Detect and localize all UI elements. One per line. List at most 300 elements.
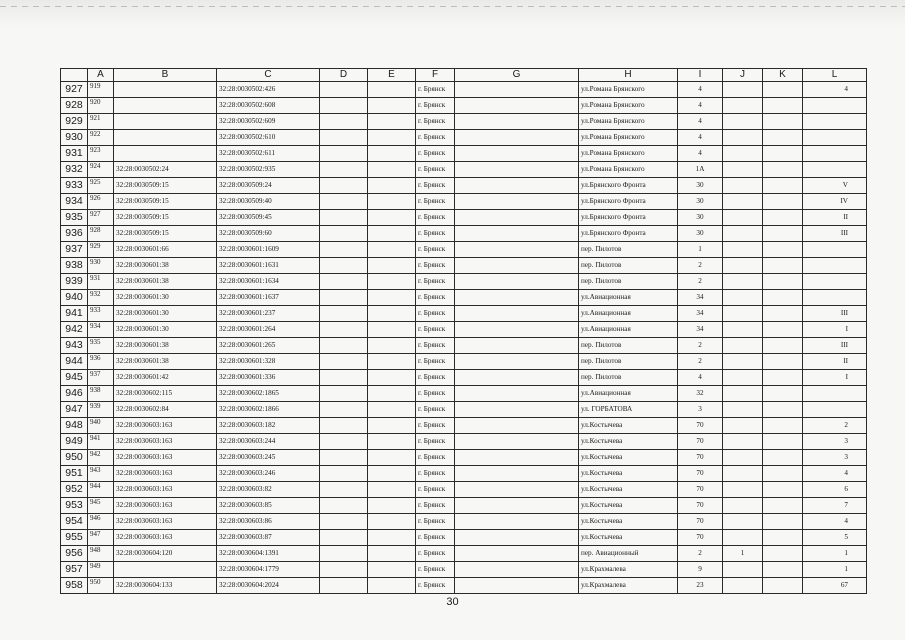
column-header-a[interactable]: A [88, 69, 114, 82]
cell-c[interactable]: 32:28:0030603:85 [217, 498, 320, 514]
row-number[interactable]: 932 [61, 162, 88, 178]
cell-f[interactable]: г. Брянск [416, 434, 455, 450]
cell-b[interactable]: 32:28:0030509:15 [114, 210, 217, 226]
cell-g[interactable] [455, 162, 579, 178]
cell-d[interactable] [320, 450, 368, 466]
cell-j[interactable] [723, 402, 763, 418]
cell-f[interactable]: г. Брянск [416, 258, 455, 274]
cell-a[interactable]: 947 [88, 530, 114, 546]
cell-d[interactable] [320, 402, 368, 418]
cell-a[interactable]: 945 [88, 498, 114, 514]
cell-e[interactable] [368, 354, 416, 370]
cell-h[interactable]: ул.Романа Брянского [579, 114, 678, 130]
row-number[interactable]: 955 [61, 530, 88, 546]
cell-k[interactable] [763, 242, 803, 258]
cell-e[interactable] [368, 210, 416, 226]
cell-g[interactable] [455, 98, 579, 114]
cell-b[interactable]: 32:28:0030601:30 [114, 306, 217, 322]
cell-d[interactable] [320, 498, 368, 514]
cell-h[interactable]: ул.Авиационная [579, 290, 678, 306]
cell-d[interactable] [320, 290, 368, 306]
cell-i[interactable]: 32 [678, 386, 723, 402]
cell-k[interactable] [763, 290, 803, 306]
cell-k[interactable] [763, 274, 803, 290]
cell-h[interactable]: пер. Пилотов [579, 258, 678, 274]
cell-a[interactable]: 942 [88, 450, 114, 466]
cell-b[interactable]: 32:28:0030509:15 [114, 226, 217, 242]
row-number[interactable]: 934 [61, 194, 88, 210]
cell-f[interactable]: г. Брянск [416, 290, 455, 306]
cell-e[interactable] [368, 370, 416, 386]
cell-d[interactable] [320, 514, 368, 530]
row-number[interactable]: 930 [61, 130, 88, 146]
cell-k[interactable] [763, 338, 803, 354]
cell-j[interactable] [723, 290, 763, 306]
cell-a[interactable]: 931 [88, 274, 114, 290]
cell-e[interactable] [368, 514, 416, 530]
cell-c[interactable]: 32:28:0030509:40 [217, 194, 320, 210]
cell-j[interactable] [723, 466, 763, 482]
cell-l[interactable]: 6 [803, 482, 867, 498]
cell-e[interactable] [368, 162, 416, 178]
cell-a[interactable]: 944 [88, 482, 114, 498]
cell-i[interactable]: 2 [678, 274, 723, 290]
cell-f[interactable]: г. Брянск [416, 514, 455, 530]
cell-i[interactable]: 2 [678, 546, 723, 562]
cell-d[interactable] [320, 178, 368, 194]
row-number[interactable]: 943 [61, 338, 88, 354]
cell-j[interactable] [723, 386, 763, 402]
cell-l[interactable]: III [803, 306, 867, 322]
cell-f[interactable]: г. Брянск [416, 98, 455, 114]
cell-a[interactable]: 930 [88, 258, 114, 274]
cell-h[interactable]: ул.Костычева [579, 482, 678, 498]
row-number[interactable]: 936 [61, 226, 88, 242]
cell-h[interactable]: ул.Брянского Фронта [579, 194, 678, 210]
cell-d[interactable] [320, 258, 368, 274]
cell-l[interactable]: 7 [803, 498, 867, 514]
cell-i[interactable]: 9 [678, 562, 723, 578]
cell-l[interactable]: 2 [803, 418, 867, 434]
cell-d[interactable] [320, 354, 368, 370]
cell-f[interactable]: г. Брянск [416, 146, 455, 162]
column-header-l[interactable]: L [803, 69, 867, 82]
cell-j[interactable] [723, 162, 763, 178]
cell-k[interactable] [763, 418, 803, 434]
cell-e[interactable] [368, 402, 416, 418]
cell-g[interactable] [455, 130, 579, 146]
cell-i[interactable]: 30 [678, 226, 723, 242]
cell-j[interactable] [723, 434, 763, 450]
cell-g[interactable] [455, 402, 579, 418]
cell-g[interactable] [455, 114, 579, 130]
cell-c[interactable]: 32:28:0030509:45 [217, 210, 320, 226]
row-number[interactable]: 933 [61, 178, 88, 194]
cell-a[interactable]: 923 [88, 146, 114, 162]
cell-k[interactable] [763, 354, 803, 370]
cell-a[interactable]: 927 [88, 210, 114, 226]
cell-d[interactable] [320, 210, 368, 226]
cell-f[interactable]: г. Брянск [416, 418, 455, 434]
cell-k[interactable] [763, 514, 803, 530]
cell-c[interactable]: 32:28:0030509:60 [217, 226, 320, 242]
cell-h[interactable]: ул.Брянского Фронта [579, 210, 678, 226]
row-number[interactable]: 929 [61, 114, 88, 130]
cell-h[interactable]: ул.Костычева [579, 418, 678, 434]
cell-g[interactable] [455, 274, 579, 290]
cell-a[interactable]: 937 [88, 370, 114, 386]
cell-a[interactable]: 936 [88, 354, 114, 370]
cell-g[interactable] [455, 146, 579, 162]
cell-k[interactable] [763, 258, 803, 274]
cell-g[interactable] [455, 530, 579, 546]
cell-l[interactable] [803, 162, 867, 178]
cell-c[interactable]: 32:28:0030604:1391 [217, 546, 320, 562]
cell-l[interactable] [803, 258, 867, 274]
cell-d[interactable] [320, 530, 368, 546]
column-header-b[interactable]: B [114, 69, 217, 82]
cell-l[interactable]: 4 [803, 514, 867, 530]
cell-b[interactable]: 32:28:0030603:163 [114, 434, 217, 450]
cell-h[interactable]: ул.Брянского Фронта [579, 178, 678, 194]
cell-h[interactable]: ул.Костычева [579, 498, 678, 514]
cell-a[interactable]: 943 [88, 466, 114, 482]
cell-h[interactable]: ул.Авиационная [579, 306, 678, 322]
cell-l[interactable] [803, 402, 867, 418]
cell-j[interactable] [723, 130, 763, 146]
cell-a[interactable]: 934 [88, 322, 114, 338]
cell-a[interactable]: 924 [88, 162, 114, 178]
cell-b[interactable]: 32:28:0030601:42 [114, 370, 217, 386]
cell-j[interactable] [723, 82, 763, 98]
cell-f[interactable]: г. Брянск [416, 226, 455, 242]
cell-c[interactable]: 32:28:0030502:608 [217, 98, 320, 114]
cell-l[interactable]: 5 [803, 530, 867, 546]
cell-e[interactable] [368, 434, 416, 450]
cell-a[interactable]: 926 [88, 194, 114, 210]
cell-a[interactable]: 948 [88, 546, 114, 562]
cell-e[interactable] [368, 450, 416, 466]
cell-f[interactable]: г. Брянск [416, 498, 455, 514]
cell-d[interactable] [320, 242, 368, 258]
cell-c[interactable]: 32:28:0030603:246 [217, 466, 320, 482]
cell-i[interactable]: 2 [678, 338, 723, 354]
cell-l[interactable]: 67 [803, 578, 867, 594]
cell-h[interactable]: ул.Авиационная [579, 386, 678, 402]
cell-i[interactable]: 30 [678, 210, 723, 226]
cell-j[interactable] [723, 514, 763, 530]
cell-j[interactable] [723, 498, 763, 514]
cell-i[interactable]: 34 [678, 322, 723, 338]
cell-l[interactable] [803, 146, 867, 162]
cell-f[interactable]: г. Брянск [416, 114, 455, 130]
cell-d[interactable] [320, 418, 368, 434]
row-number[interactable]: 927 [61, 82, 88, 98]
cell-c[interactable]: 32:28:0030601:1631 [217, 258, 320, 274]
cell-f[interactable]: г. Брянск [416, 210, 455, 226]
cell-k[interactable] [763, 194, 803, 210]
cell-b[interactable]: 32:28:0030601:38 [114, 274, 217, 290]
cell-e[interactable] [368, 498, 416, 514]
cell-g[interactable] [455, 514, 579, 530]
cell-i[interactable]: 3 [678, 402, 723, 418]
cell-a[interactable]: 940 [88, 418, 114, 434]
cell-k[interactable] [763, 370, 803, 386]
cell-e[interactable] [368, 322, 416, 338]
cell-e[interactable] [368, 130, 416, 146]
cell-l[interactable] [803, 130, 867, 146]
cell-j[interactable] [723, 578, 763, 594]
cell-k[interactable] [763, 434, 803, 450]
cell-j[interactable]: 1 [723, 546, 763, 562]
cell-f[interactable]: г. Брянск [416, 162, 455, 178]
cell-a[interactable]: 921 [88, 114, 114, 130]
cell-j[interactable] [723, 210, 763, 226]
cell-g[interactable] [455, 482, 579, 498]
cell-g[interactable] [455, 338, 579, 354]
cell-b[interactable] [114, 130, 217, 146]
cell-g[interactable] [455, 434, 579, 450]
cell-e[interactable] [368, 178, 416, 194]
column-header-d[interactable]: D [320, 69, 368, 82]
cell-i[interactable]: 30 [678, 194, 723, 210]
cell-c[interactable]: 32:28:0030601:336 [217, 370, 320, 386]
cell-k[interactable] [763, 322, 803, 338]
row-number[interactable]: 931 [61, 146, 88, 162]
cell-j[interactable] [723, 114, 763, 130]
cell-d[interactable] [320, 274, 368, 290]
cell-g[interactable] [455, 578, 579, 594]
cell-d[interactable] [320, 338, 368, 354]
cell-f[interactable]: г. Брянск [416, 370, 455, 386]
column-header-i[interactable]: I [678, 69, 723, 82]
cell-b[interactable]: 32:28:0030604:120 [114, 546, 217, 562]
cell-l[interactable]: V [803, 178, 867, 194]
row-number[interactable]: 954 [61, 514, 88, 530]
cell-c[interactable]: 32:28:0030601:265 [217, 338, 320, 354]
cell-j[interactable] [723, 258, 763, 274]
cell-a[interactable]: 939 [88, 402, 114, 418]
cell-c[interactable]: 32:28:0030601:1637 [217, 290, 320, 306]
cell-l[interactable] [803, 274, 867, 290]
cell-l[interactable]: 4 [803, 466, 867, 482]
cell-f[interactable]: г. Брянск [416, 386, 455, 402]
cell-d[interactable] [320, 562, 368, 578]
cell-c[interactable]: 32:28:0030604:2024 [217, 578, 320, 594]
cell-f[interactable]: г. Брянск [416, 82, 455, 98]
cell-a[interactable]: 946 [88, 514, 114, 530]
cell-i[interactable]: 4 [678, 370, 723, 386]
cell-f[interactable]: г. Брянск [416, 306, 455, 322]
cell-l[interactable] [803, 290, 867, 306]
cell-b[interactable]: 32:28:0030603:163 [114, 450, 217, 466]
cell-e[interactable] [368, 290, 416, 306]
cell-i[interactable]: 4 [678, 98, 723, 114]
cell-k[interactable] [763, 530, 803, 546]
cell-h[interactable]: ул.Романа Брянского [579, 98, 678, 114]
cell-j[interactable] [723, 354, 763, 370]
cell-c[interactable]: 32:28:0030601:328 [217, 354, 320, 370]
cell-l[interactable]: IV [803, 194, 867, 210]
cell-a[interactable]: 933 [88, 306, 114, 322]
cell-k[interactable] [763, 450, 803, 466]
cell-c[interactable]: 32:28:0030601:237 [217, 306, 320, 322]
row-number[interactable]: 935 [61, 210, 88, 226]
cell-h[interactable]: ул.Романа Брянского [579, 146, 678, 162]
cell-a[interactable]: 922 [88, 130, 114, 146]
cell-l[interactable]: I [803, 322, 867, 338]
cell-c[interactable]: 32:28:0030604:1779 [217, 562, 320, 578]
cell-f[interactable]: г. Брянск [416, 354, 455, 370]
cell-l[interactable]: 3 [803, 434, 867, 450]
cell-c[interactable]: 32:28:0030502:935 [217, 162, 320, 178]
cell-i[interactable]: 70 [678, 450, 723, 466]
cell-i[interactable]: 70 [678, 418, 723, 434]
cell-a[interactable]: 941 [88, 434, 114, 450]
cell-h[interactable]: пер. Пилотов [579, 242, 678, 258]
cell-g[interactable] [455, 194, 579, 210]
cell-c[interactable]: 32:28:0030601:1609 [217, 242, 320, 258]
cell-j[interactable] [723, 146, 763, 162]
cell-i[interactable]: 30 [678, 178, 723, 194]
cell-j[interactable] [723, 562, 763, 578]
cell-f[interactable]: г. Брянск [416, 530, 455, 546]
cell-b[interactable]: 32:28:0030601:30 [114, 322, 217, 338]
cell-c[interactable]: 32:28:0030602:1866 [217, 402, 320, 418]
cell-h[interactable]: пер. Авиационный [579, 546, 678, 562]
cell-b[interactable]: 32:28:0030509:15 [114, 178, 217, 194]
cell-i[interactable]: 70 [678, 482, 723, 498]
cell-e[interactable] [368, 226, 416, 242]
cell-e[interactable] [368, 258, 416, 274]
cell-e[interactable] [368, 242, 416, 258]
cell-g[interactable] [455, 178, 579, 194]
cell-l[interactable]: I [803, 370, 867, 386]
cell-j[interactable] [723, 194, 763, 210]
cell-h[interactable]: пер. Пилотов [579, 338, 678, 354]
row-number[interactable]: 942 [61, 322, 88, 338]
cell-g[interactable] [455, 306, 579, 322]
corner-header[interactable] [61, 69, 88, 82]
cell-e[interactable] [368, 546, 416, 562]
cell-g[interactable] [455, 226, 579, 242]
row-number[interactable]: 948 [61, 418, 88, 434]
cell-g[interactable] [455, 498, 579, 514]
cell-b[interactable]: 32:28:0030603:163 [114, 514, 217, 530]
cell-a[interactable]: 925 [88, 178, 114, 194]
cell-c[interactable]: 32:28:0030601:1634 [217, 274, 320, 290]
cell-k[interactable] [763, 226, 803, 242]
cell-b[interactable]: 32:28:0030603:163 [114, 466, 217, 482]
cell-b[interactable] [114, 114, 217, 130]
cell-f[interactable]: г. Брянск [416, 274, 455, 290]
cell-k[interactable] [763, 562, 803, 578]
cell-i[interactable]: 70 [678, 514, 723, 530]
cell-e[interactable] [368, 386, 416, 402]
cell-h[interactable]: ул.Крахмалева [579, 562, 678, 578]
cell-k[interactable] [763, 466, 803, 482]
cell-f[interactable]: г. Брянск [416, 402, 455, 418]
cell-e[interactable] [368, 274, 416, 290]
cell-c[interactable]: 32:28:0030502:426 [217, 82, 320, 98]
cell-i[interactable]: 4 [678, 114, 723, 130]
column-header-c[interactable]: C [217, 69, 320, 82]
cell-g[interactable] [455, 450, 579, 466]
column-header-j[interactable]: J [723, 69, 763, 82]
cell-c[interactable]: 32:28:0030502:609 [217, 114, 320, 130]
cell-a[interactable]: 949 [88, 562, 114, 578]
cell-d[interactable] [320, 578, 368, 594]
cell-d[interactable] [320, 322, 368, 338]
cell-j[interactable] [723, 450, 763, 466]
cell-i[interactable]: 70 [678, 530, 723, 546]
row-number[interactable]: 944 [61, 354, 88, 370]
cell-f[interactable]: г. Брянск [416, 242, 455, 258]
cell-d[interactable] [320, 370, 368, 386]
cell-b[interactable]: 32:28:0030601:38 [114, 354, 217, 370]
cell-c[interactable]: 32:28:0030603:82 [217, 482, 320, 498]
cell-f[interactable]: г. Брянск [416, 450, 455, 466]
cell-d[interactable] [320, 146, 368, 162]
cell-j[interactable] [723, 178, 763, 194]
row-number[interactable]: 952 [61, 482, 88, 498]
cell-d[interactable] [320, 82, 368, 98]
cell-i[interactable]: 70 [678, 466, 723, 482]
cell-g[interactable] [455, 370, 579, 386]
cell-b[interactable]: 32:28:0030601:38 [114, 258, 217, 274]
cell-e[interactable] [368, 418, 416, 434]
cell-c[interactable]: 32:28:0030603:86 [217, 514, 320, 530]
cell-h[interactable]: ул.Костычева [579, 466, 678, 482]
cell-e[interactable] [368, 98, 416, 114]
row-number[interactable]: 939 [61, 274, 88, 290]
cell-e[interactable] [368, 194, 416, 210]
cell-h[interactable]: пер. Пилотов [579, 354, 678, 370]
cell-i[interactable]: 70 [678, 434, 723, 450]
cell-b[interactable]: 32:28:0030604:133 [114, 578, 217, 594]
cell-l[interactable]: 4 [803, 82, 867, 98]
cell-b[interactable]: 32:28:0030502:24 [114, 162, 217, 178]
cell-g[interactable] [455, 242, 579, 258]
cell-g[interactable] [455, 82, 579, 98]
cell-e[interactable] [368, 482, 416, 498]
cell-h[interactable]: ул.Брянского Фронта [579, 226, 678, 242]
cell-a[interactable]: 932 [88, 290, 114, 306]
cell-j[interactable] [723, 274, 763, 290]
cell-e[interactable] [368, 466, 416, 482]
cell-l[interactable] [803, 242, 867, 258]
cell-d[interactable] [320, 130, 368, 146]
row-number[interactable]: 946 [61, 386, 88, 402]
cell-d[interactable] [320, 114, 368, 130]
cell-i[interactable]: 34 [678, 290, 723, 306]
cell-d[interactable] [320, 482, 368, 498]
cell-c[interactable]: 32:28:0030601:264 [217, 322, 320, 338]
cell-e[interactable] [368, 82, 416, 98]
row-number[interactable]: 953 [61, 498, 88, 514]
cell-c[interactable]: 32:28:0030502:610 [217, 130, 320, 146]
cell-b[interactable]: 32:28:0030603:163 [114, 530, 217, 546]
cell-l[interactable]: II [803, 210, 867, 226]
cell-e[interactable] [368, 530, 416, 546]
cell-g[interactable] [455, 546, 579, 562]
cell-h[interactable]: пер. Пилотов [579, 274, 678, 290]
cell-k[interactable] [763, 386, 803, 402]
cell-i[interactable]: 1А [678, 162, 723, 178]
cell-h[interactable]: ул.Романа Брянского [579, 82, 678, 98]
cell-j[interactable] [723, 322, 763, 338]
cell-c[interactable]: 32:28:0030603:182 [217, 418, 320, 434]
